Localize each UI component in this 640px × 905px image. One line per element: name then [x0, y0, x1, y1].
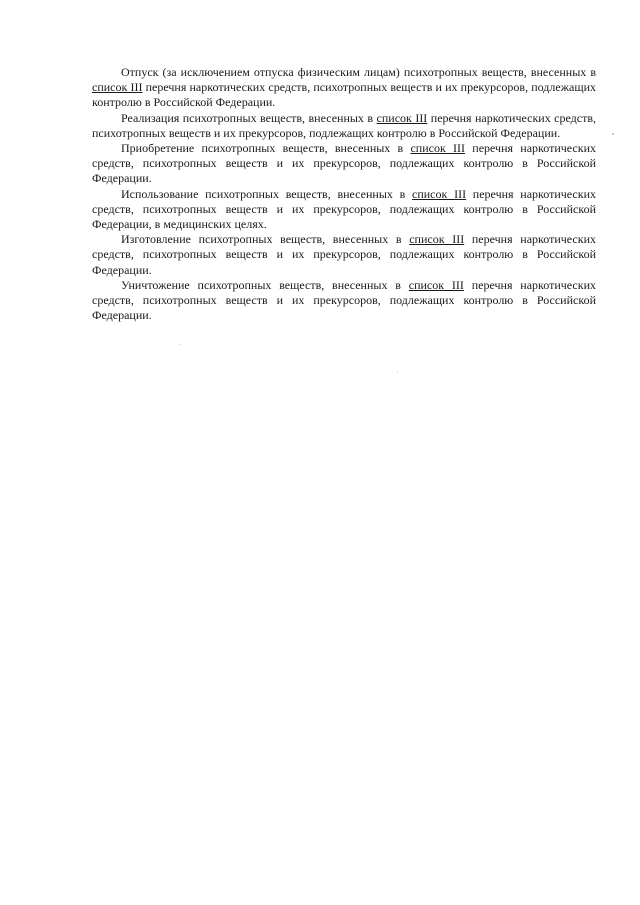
paragraph-text: Использование психотропных веществ, внесенных в — [121, 186, 413, 201]
paragraph-text: перечня наркотических средств, психотропных веществ и их прекурсоров, подлежащих контролю в Российской Федерации, в медицинских целях. — [92, 186, 596, 232]
paragraph-text: перечня наркотических средств, психотропных веществ и их прекурсоров, подлежащих контролю в Российской Федерации. — [92, 277, 596, 323]
scan-speck — [612, 133, 614, 135]
list-iii-link[interactable]: список III — [408, 277, 464, 292]
paragraph-text: Уничтожение психотропных веществ, внесенных в — [121, 277, 409, 292]
paragraph-text: Изготовление психотропных веществ, внесенных в — [121, 232, 410, 247]
paragraph-text: перечня наркотических средств, психотропных веществ и их прекурсоров, подлежащих контролю в Российской Федерации. — [92, 80, 596, 110]
paragraph-text: Реализация психотропных веществ, внесенных в — [121, 110, 377, 125]
list-iii-link[interactable]: список III — [409, 232, 465, 247]
paragraph-destruction — [92, 278, 596, 324]
paragraph-text: перечня наркотических средств, психотропных веществ и их прекурсоров, подлежащих контролю в Российской Федерации. — [92, 141, 596, 186]
paragraph-text: Отпуск (за исключением отпуска физическим лицам) психотропных веществ, внесенных в — [121, 65, 596, 79]
paragraph-text: Приобретение психотропных веществ, внесенных в — [121, 141, 411, 156]
paragraph-manufacturing — [92, 232, 596, 278]
list-iii-link[interactable]: список III — [376, 110, 428, 125]
paragraph-dispensing — [92, 65, 596, 111]
scan-speck — [397, 371, 398, 372]
paragraph-text: перечня наркотических средств, психотропных веществ и их прекурсоров, подлежащих контролю в Российской Федерации. — [92, 110, 596, 140]
list-iii-link[interactable]: список III — [412, 186, 467, 201]
document-body — [92, 65, 596, 323]
paragraph-use — [92, 187, 596, 233]
list-iii-link[interactable]: список III — [92, 80, 143, 95]
paragraph-text: перечня наркотических средств, психотропных веществ и их прекурсоров, подлежащих контролю в Российской Федерации. — [92, 232, 596, 277]
list-iii-link[interactable]: список III — [410, 141, 466, 156]
paragraph-acquisition — [92, 141, 596, 187]
paragraph-sale — [92, 111, 596, 141]
scan-speck — [180, 344, 181, 345]
